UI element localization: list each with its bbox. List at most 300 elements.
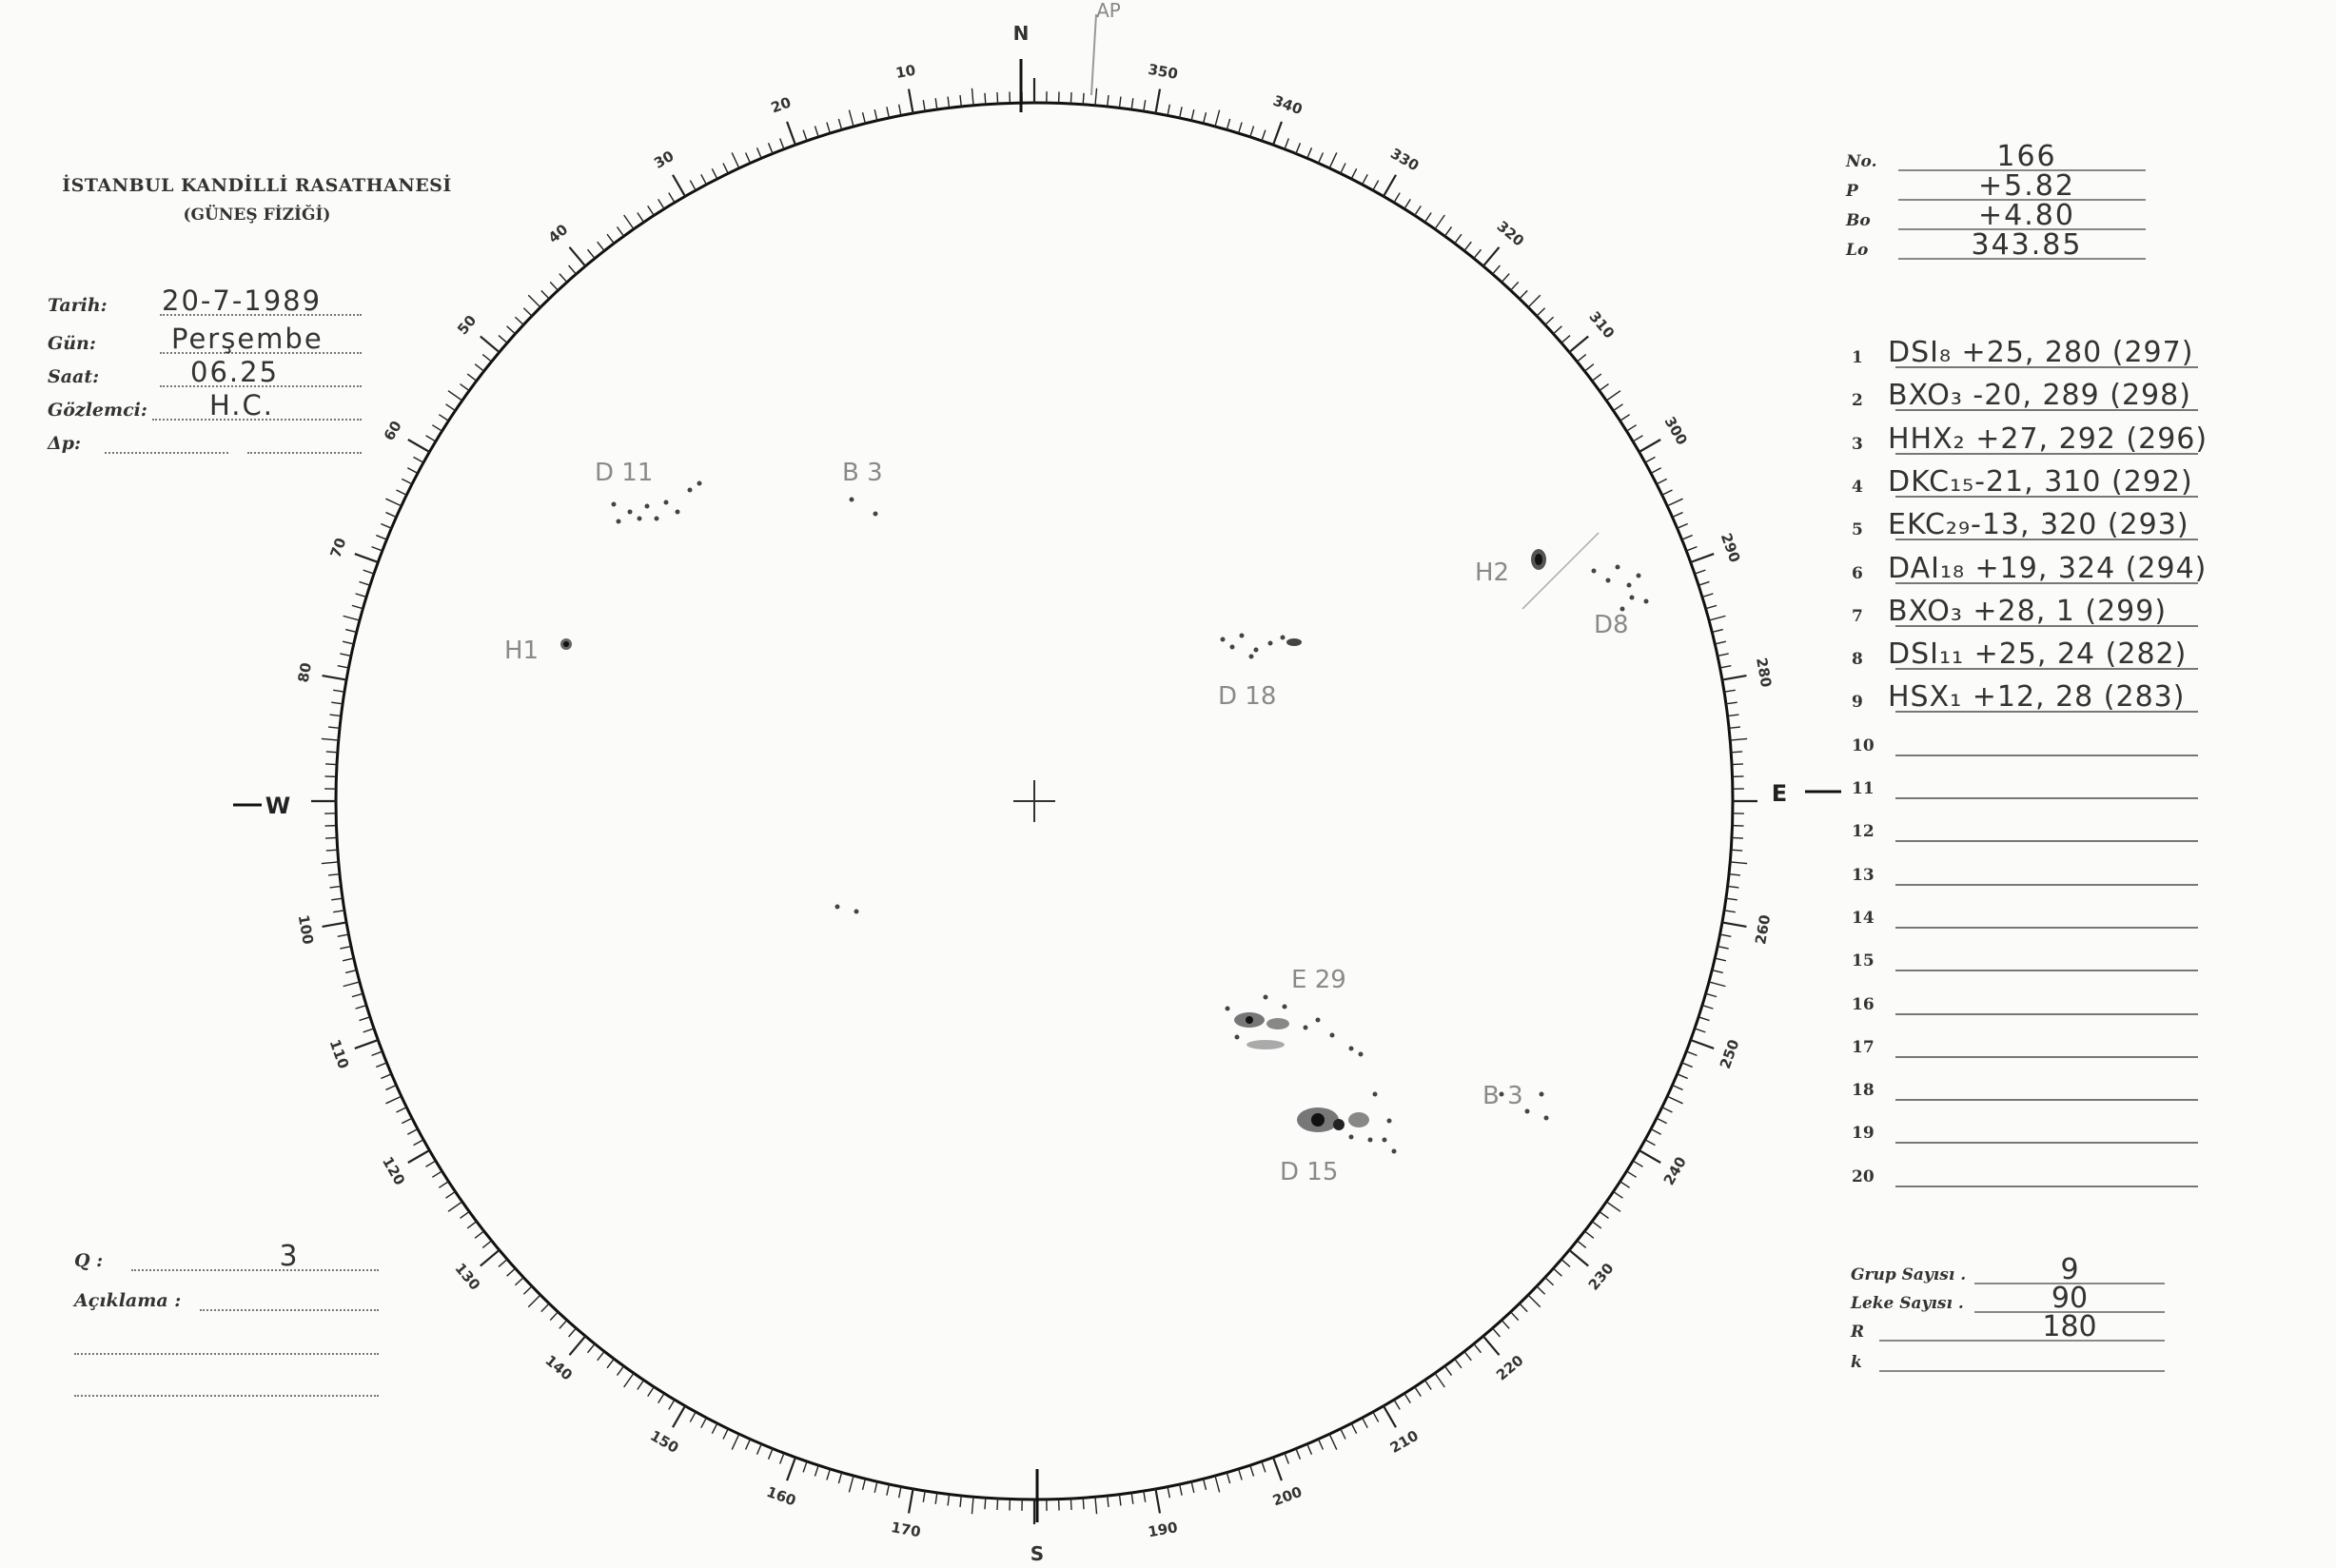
note-h2: H2 <box>1475 559 1510 587</box>
scale-tick <box>1285 139 1288 149</box>
scale-tick <box>1204 112 1207 124</box>
scale-tick <box>1718 947 1729 949</box>
scale-tick <box>1083 93 1084 105</box>
quality-value: 3 <box>279 1240 298 1273</box>
scale-tick <box>1724 911 1736 912</box>
pore-spot <box>1268 641 1273 646</box>
spot-count-label: Leke Sayısı . <box>1851 1294 1964 1313</box>
scale-tick <box>1404 1393 1410 1402</box>
group-row-number: 12 <box>1852 822 1875 842</box>
scale-tick <box>1715 958 1726 961</box>
pore-spot <box>1630 596 1635 600</box>
group-row-value: HHX₂ +27, 292 (296) <box>1888 421 2208 456</box>
scale-tick <box>1686 1051 1697 1055</box>
scale-tick <box>1095 88 1097 106</box>
bo-label: Bo <box>1846 211 1871 230</box>
scale-tick <box>1577 355 1585 363</box>
group-row-number: 15 <box>1852 951 1875 971</box>
scale-tick <box>1168 105 1169 116</box>
scale-tick <box>344 982 360 987</box>
scale-tick <box>1296 1449 1300 1460</box>
scale-tick <box>381 524 391 529</box>
scale-tick <box>598 242 604 250</box>
scale-tick <box>1415 206 1422 215</box>
group-row-number: 20 <box>1852 1166 1875 1186</box>
scale-tick <box>1373 181 1379 190</box>
group-row-value: DAI₁₈ +19, 324 (294) <box>1888 551 2208 585</box>
scale-tick <box>467 374 477 381</box>
group-row-number: 16 <box>1852 994 1875 1014</box>
scale-tick <box>507 326 516 334</box>
scale-tick <box>1626 425 1636 431</box>
scale-tick <box>1606 1202 1620 1211</box>
scale-tick <box>1168 1487 1169 1499</box>
scale-tick <box>1262 1461 1266 1472</box>
pore-spot <box>1525 1109 1530 1114</box>
scale-label: 130 <box>451 1259 484 1294</box>
scale-tick <box>1273 1458 1282 1480</box>
scale-tick <box>1651 468 1661 474</box>
scale-tick <box>1394 193 1400 203</box>
pore-spot <box>688 488 693 493</box>
scale-tick <box>523 308 532 316</box>
scale-tick <box>1329 152 1337 167</box>
number-label: No. <box>1846 152 1877 171</box>
scale-tick <box>426 436 436 441</box>
sunspot-d18 <box>1286 638 1302 646</box>
scale-tick <box>1718 654 1729 656</box>
scale-label: 60 <box>380 418 405 444</box>
scale-tick <box>673 1406 685 1428</box>
date-label: Tarih: <box>48 295 108 316</box>
scale-tick <box>328 874 340 875</box>
scale-tick <box>746 1440 751 1450</box>
group-row-number: 14 <box>1852 908 1875 928</box>
scale-tick <box>1095 1497 1097 1514</box>
scale-tick <box>1307 147 1312 158</box>
pore-spot <box>1304 1026 1308 1030</box>
scale-tick <box>1678 524 1688 529</box>
scale-tick <box>1493 265 1501 274</box>
scale-label: 140 <box>541 1351 577 1384</box>
note-h1: H1 <box>504 637 540 665</box>
note-b3-north: B 3 <box>842 459 883 487</box>
scale-tick <box>712 168 717 179</box>
pore-spot <box>1387 1119 1392 1124</box>
scale-tick <box>1657 479 1667 483</box>
scale-tick <box>355 1040 378 1049</box>
pore-spot <box>1316 1018 1321 1023</box>
scale-tick <box>1662 490 1673 495</box>
p-angle-value: +5.82 <box>1978 169 2075 203</box>
scale-tick <box>690 1412 696 1421</box>
scale-label: 10 <box>893 61 917 83</box>
group-row-number: 4 <box>1852 477 1863 497</box>
scale-tick <box>787 1458 795 1480</box>
scale-tick <box>528 295 540 307</box>
scale-tick <box>1730 738 1747 740</box>
scale-label: 150 <box>647 1426 682 1457</box>
scale-tick <box>1662 1107 1673 1112</box>
scale-label: 350 <box>1147 60 1180 83</box>
scale-tick <box>1606 391 1620 401</box>
scale-tick <box>1614 404 1623 411</box>
scale-tick <box>481 336 500 352</box>
scale-tick <box>1351 168 1356 179</box>
scale-tick <box>787 122 795 145</box>
scale-tick <box>658 199 664 208</box>
scale-tick <box>515 317 523 324</box>
group-row-number: 2 <box>1852 391 1863 411</box>
group-row-number: 8 <box>1852 650 1863 670</box>
scale-tick <box>1545 317 1554 324</box>
scale-tick <box>1626 1171 1636 1177</box>
scale-tick <box>1553 326 1561 334</box>
scale-tick <box>1144 1491 1146 1502</box>
pore-spot <box>1592 569 1597 574</box>
scale-tick <box>1155 1489 1160 1514</box>
scale-tick <box>1731 752 1742 753</box>
scale-tick <box>1633 436 1642 441</box>
scale-tick <box>1709 616 1725 620</box>
r-number-label: R <box>1851 1323 1865 1342</box>
pore-spot <box>1637 574 1641 578</box>
group-row-number: 17 <box>1852 1037 1875 1057</box>
scale-tick <box>448 391 462 401</box>
scale-tick <box>1614 1191 1623 1198</box>
pore-spot <box>1544 1116 1549 1121</box>
scale-tick <box>701 1418 707 1428</box>
scale-tick <box>607 1359 614 1368</box>
scale-tick <box>323 676 347 680</box>
scale-tick <box>363 1029 374 1032</box>
scale-tick <box>1686 547 1697 551</box>
scale-tick <box>396 1107 406 1112</box>
scale-tick <box>1592 1222 1601 1228</box>
scale-tick <box>338 666 349 668</box>
group-row-number: 11 <box>1852 779 1875 798</box>
scale-tick <box>322 738 339 740</box>
pore-spot <box>835 905 840 910</box>
scale-tick <box>780 139 784 149</box>
scale-tick <box>1639 440 1661 452</box>
scale-tick <box>1180 1484 1182 1496</box>
scale-tick <box>439 415 448 421</box>
scale-label: 190 <box>1147 1519 1179 1541</box>
scale-tick <box>1363 174 1368 185</box>
south-label: S <box>1030 1542 1045 1565</box>
scale-tick <box>482 355 491 363</box>
scale-tick <box>482 1241 491 1248</box>
scale-label: 210 <box>1386 1426 1422 1457</box>
scale-tick <box>523 1286 532 1294</box>
day-value: Perşembe <box>171 323 324 355</box>
scale-tick <box>569 1336 585 1355</box>
scale-tick <box>1341 1429 1345 1440</box>
scale-tick <box>1384 1406 1396 1428</box>
scale-tick <box>402 1118 412 1123</box>
pore-spot <box>1235 1035 1240 1040</box>
scale-label: 230 <box>1584 1259 1618 1294</box>
scale-tick <box>923 1491 925 1502</box>
scale-tick <box>1731 850 1742 851</box>
scale-tick <box>1691 1040 1714 1049</box>
scale-tick <box>541 290 549 299</box>
scale-tick <box>385 499 401 506</box>
scale-tick <box>360 581 370 585</box>
scale-tick <box>407 1129 418 1135</box>
scale-tick <box>331 898 343 900</box>
department-name: (GÜNEŞ FİZİĞİ) <box>183 206 331 225</box>
scale-tick <box>1682 536 1693 539</box>
pore-spot <box>1264 995 1268 1000</box>
scale-tick <box>1083 1498 1084 1509</box>
scale-tick <box>1722 676 1747 680</box>
group-row-number: 19 <box>1852 1124 1875 1144</box>
scale-tick <box>607 234 614 244</box>
group-row-number: 7 <box>1852 606 1863 626</box>
scale-tick <box>1502 274 1509 283</box>
sunspot-h2-umbra <box>1535 554 1542 565</box>
pore-spot <box>1249 655 1254 659</box>
scale-tick <box>1215 110 1220 127</box>
scale-tick <box>1424 1381 1431 1390</box>
scale-tick <box>1645 1140 1655 1146</box>
scale-tick <box>1537 1286 1545 1294</box>
note-b3-south: B 3 <box>1482 1082 1523 1110</box>
sunspot-e29-b <box>1266 1018 1289 1029</box>
scale-tick <box>1131 98 1133 109</box>
scale-tick <box>1561 336 1570 343</box>
scale-tick <box>550 282 558 290</box>
scale-tick <box>408 1150 430 1163</box>
scale-tick <box>1464 1351 1471 1360</box>
pore-spot <box>645 504 650 509</box>
scale-tick <box>648 206 655 215</box>
scale-tick <box>1394 1400 1400 1409</box>
scale-tick <box>909 89 913 114</box>
group-count-value: 9 <box>2060 1253 2079 1286</box>
sunspot-h1-umbra <box>563 641 569 647</box>
scale-tick <box>507 1268 516 1276</box>
scale-tick <box>769 143 773 153</box>
scale-tick <box>481 1250 500 1266</box>
note-e29: E 29 <box>1291 966 1346 994</box>
scale-tick <box>1239 123 1243 133</box>
scale-tick <box>815 127 818 137</box>
scale-tick <box>1537 308 1545 316</box>
scale-tick <box>874 109 877 121</box>
scale-tick <box>1667 499 1682 506</box>
time-label: Saat: <box>48 366 100 387</box>
scale-tick <box>1424 213 1431 223</box>
scale-tick <box>333 690 344 692</box>
note-d11: D 11 <box>595 459 654 487</box>
scale-tick <box>1584 364 1593 371</box>
pencil-mark-h2 <box>1522 533 1599 609</box>
scale-tick <box>1108 95 1109 107</box>
scale-tick <box>1732 764 1743 765</box>
scale-tick <box>1528 1295 1541 1307</box>
scale-tick <box>909 1489 913 1514</box>
scale-tick <box>1144 100 1146 111</box>
scale-tick <box>439 1182 448 1188</box>
scale-tick <box>863 1479 866 1490</box>
scale-tick <box>381 1074 391 1079</box>
pore-spot <box>617 519 621 524</box>
scale-label: 280 <box>1753 656 1776 689</box>
scale-label: 300 <box>1660 413 1691 448</box>
scale-tick <box>376 1063 386 1067</box>
scale-tick <box>1720 666 1732 668</box>
west-label: W <box>265 793 291 819</box>
scale-tick <box>1319 1440 1324 1450</box>
scale-tick <box>1363 1418 1368 1428</box>
pore-spot <box>1392 1149 1397 1154</box>
scale-tick <box>1502 1320 1509 1328</box>
spot-count-value: 90 <box>2051 1282 2089 1315</box>
scale-label: 40 <box>544 221 572 247</box>
scale-tick <box>446 404 456 411</box>
group-row-number: 5 <box>1852 520 1863 540</box>
scale-tick <box>385 1086 396 1090</box>
scale-tick <box>1520 290 1527 299</box>
scale-tick <box>460 1211 469 1218</box>
scale-label: 50 <box>454 311 481 339</box>
scale-tick <box>899 1487 901 1499</box>
scale-tick <box>448 1202 462 1211</box>
scale-tick <box>648 1387 655 1397</box>
scale-tick <box>1415 1387 1422 1397</box>
scale-tick <box>1070 1499 1071 1510</box>
scale-tick <box>1709 982 1725 987</box>
scale-tick <box>1569 1250 1588 1266</box>
lo-value: 343.85 <box>1971 228 2083 262</box>
scale-tick <box>323 922 347 927</box>
scale-tick <box>1384 175 1396 197</box>
scale-tick <box>475 364 483 371</box>
scale-tick <box>624 1373 634 1387</box>
scale-tick <box>838 1473 841 1484</box>
scale-tick <box>618 226 624 236</box>
scale-tick <box>1319 152 1324 163</box>
scale-tick <box>1444 226 1451 236</box>
scale-tick <box>1673 513 1683 518</box>
scale-tick <box>344 616 360 620</box>
scale-tick <box>624 215 634 229</box>
scale-tick <box>333 911 344 912</box>
scale-tick <box>948 1495 949 1506</box>
pore-spot <box>850 498 854 502</box>
scale-tick <box>1307 1444 1312 1455</box>
scale-tick <box>803 130 807 141</box>
scale-label: 260 <box>1752 913 1775 946</box>
pore-spot <box>1359 1052 1364 1057</box>
scale-tick <box>550 1312 558 1321</box>
pore-spot <box>1281 636 1286 640</box>
pore-spot <box>1373 1092 1378 1097</box>
scale-tick <box>446 1191 456 1198</box>
scale-tick <box>499 1260 507 1267</box>
scale-tick <box>1227 119 1229 130</box>
scale-tick <box>1435 215 1444 229</box>
scale-tick <box>673 175 685 197</box>
pore-spot <box>1240 634 1245 638</box>
group-row-number: 6 <box>1852 563 1863 583</box>
pore-spot <box>1349 1135 1354 1140</box>
group-annotations <box>504 459 1629 1186</box>
scale-tick <box>340 947 351 949</box>
scale-tick <box>1493 1328 1501 1337</box>
scale-tick <box>1600 1211 1609 1218</box>
scale-tick <box>669 193 675 203</box>
quality-label: Q : <box>74 1250 104 1271</box>
scale-tick <box>985 93 986 105</box>
scale-tick <box>1191 1481 1194 1493</box>
observer-label: Gözlemci: <box>48 400 147 421</box>
scale-tick <box>385 513 396 518</box>
pore-spot <box>1221 637 1226 642</box>
delta-p-label: Δp: <box>48 433 82 454</box>
scale-tick <box>345 970 357 973</box>
scale-tick <box>638 1381 644 1390</box>
scale-tick <box>746 152 751 163</box>
group-row-value: DSI₈ +25, 280 (297) <box>1888 336 2194 369</box>
number-value: 166 <box>1996 140 2057 173</box>
scale-tick <box>1404 199 1410 208</box>
scale-tick <box>887 107 889 118</box>
scale-tick <box>376 536 386 539</box>
scale-tick <box>515 1278 523 1285</box>
scale-tick <box>325 837 337 838</box>
scale-tick <box>467 1222 477 1228</box>
group-row-number: 3 <box>1852 434 1863 454</box>
scale-label: 240 <box>1659 1153 1690 1188</box>
scale-tick <box>732 1434 739 1449</box>
pore-spot <box>1226 1007 1230 1011</box>
scale-tick <box>803 1461 807 1472</box>
scale-tick <box>1191 109 1194 121</box>
scale-tick <box>414 1140 423 1146</box>
scale-tick <box>1180 107 1182 118</box>
scale-tick <box>385 1096 401 1104</box>
scale-tick <box>997 1499 998 1510</box>
pore-spot <box>628 510 633 515</box>
sunspot-e29-a-umbra <box>1246 1016 1253 1024</box>
scale-tick <box>372 547 383 551</box>
scale-tick <box>1726 702 1737 704</box>
group-row-value: BXO₃ +28, 1 (299) <box>1888 594 2168 628</box>
scale-tick <box>815 1465 818 1476</box>
scale-tick <box>331 702 343 704</box>
scale-tick <box>408 440 430 452</box>
scale-tick <box>1511 282 1519 290</box>
scale-tick <box>827 1469 831 1480</box>
scale-tick <box>1682 1063 1693 1067</box>
scale-tick <box>325 764 337 765</box>
scale-tick <box>1706 605 1718 608</box>
scale-tick <box>343 641 354 644</box>
scale-tick <box>732 152 739 167</box>
scale-tick <box>1702 1006 1713 1009</box>
scale-tick <box>723 163 728 173</box>
scale-tick <box>1528 295 1541 307</box>
scale-tick <box>1435 1373 1444 1387</box>
scale-tick <box>1239 1469 1243 1480</box>
note-d15: D 15 <box>1280 1158 1339 1186</box>
scale-label: 330 <box>1387 145 1423 175</box>
pore-spot <box>1540 1092 1544 1097</box>
